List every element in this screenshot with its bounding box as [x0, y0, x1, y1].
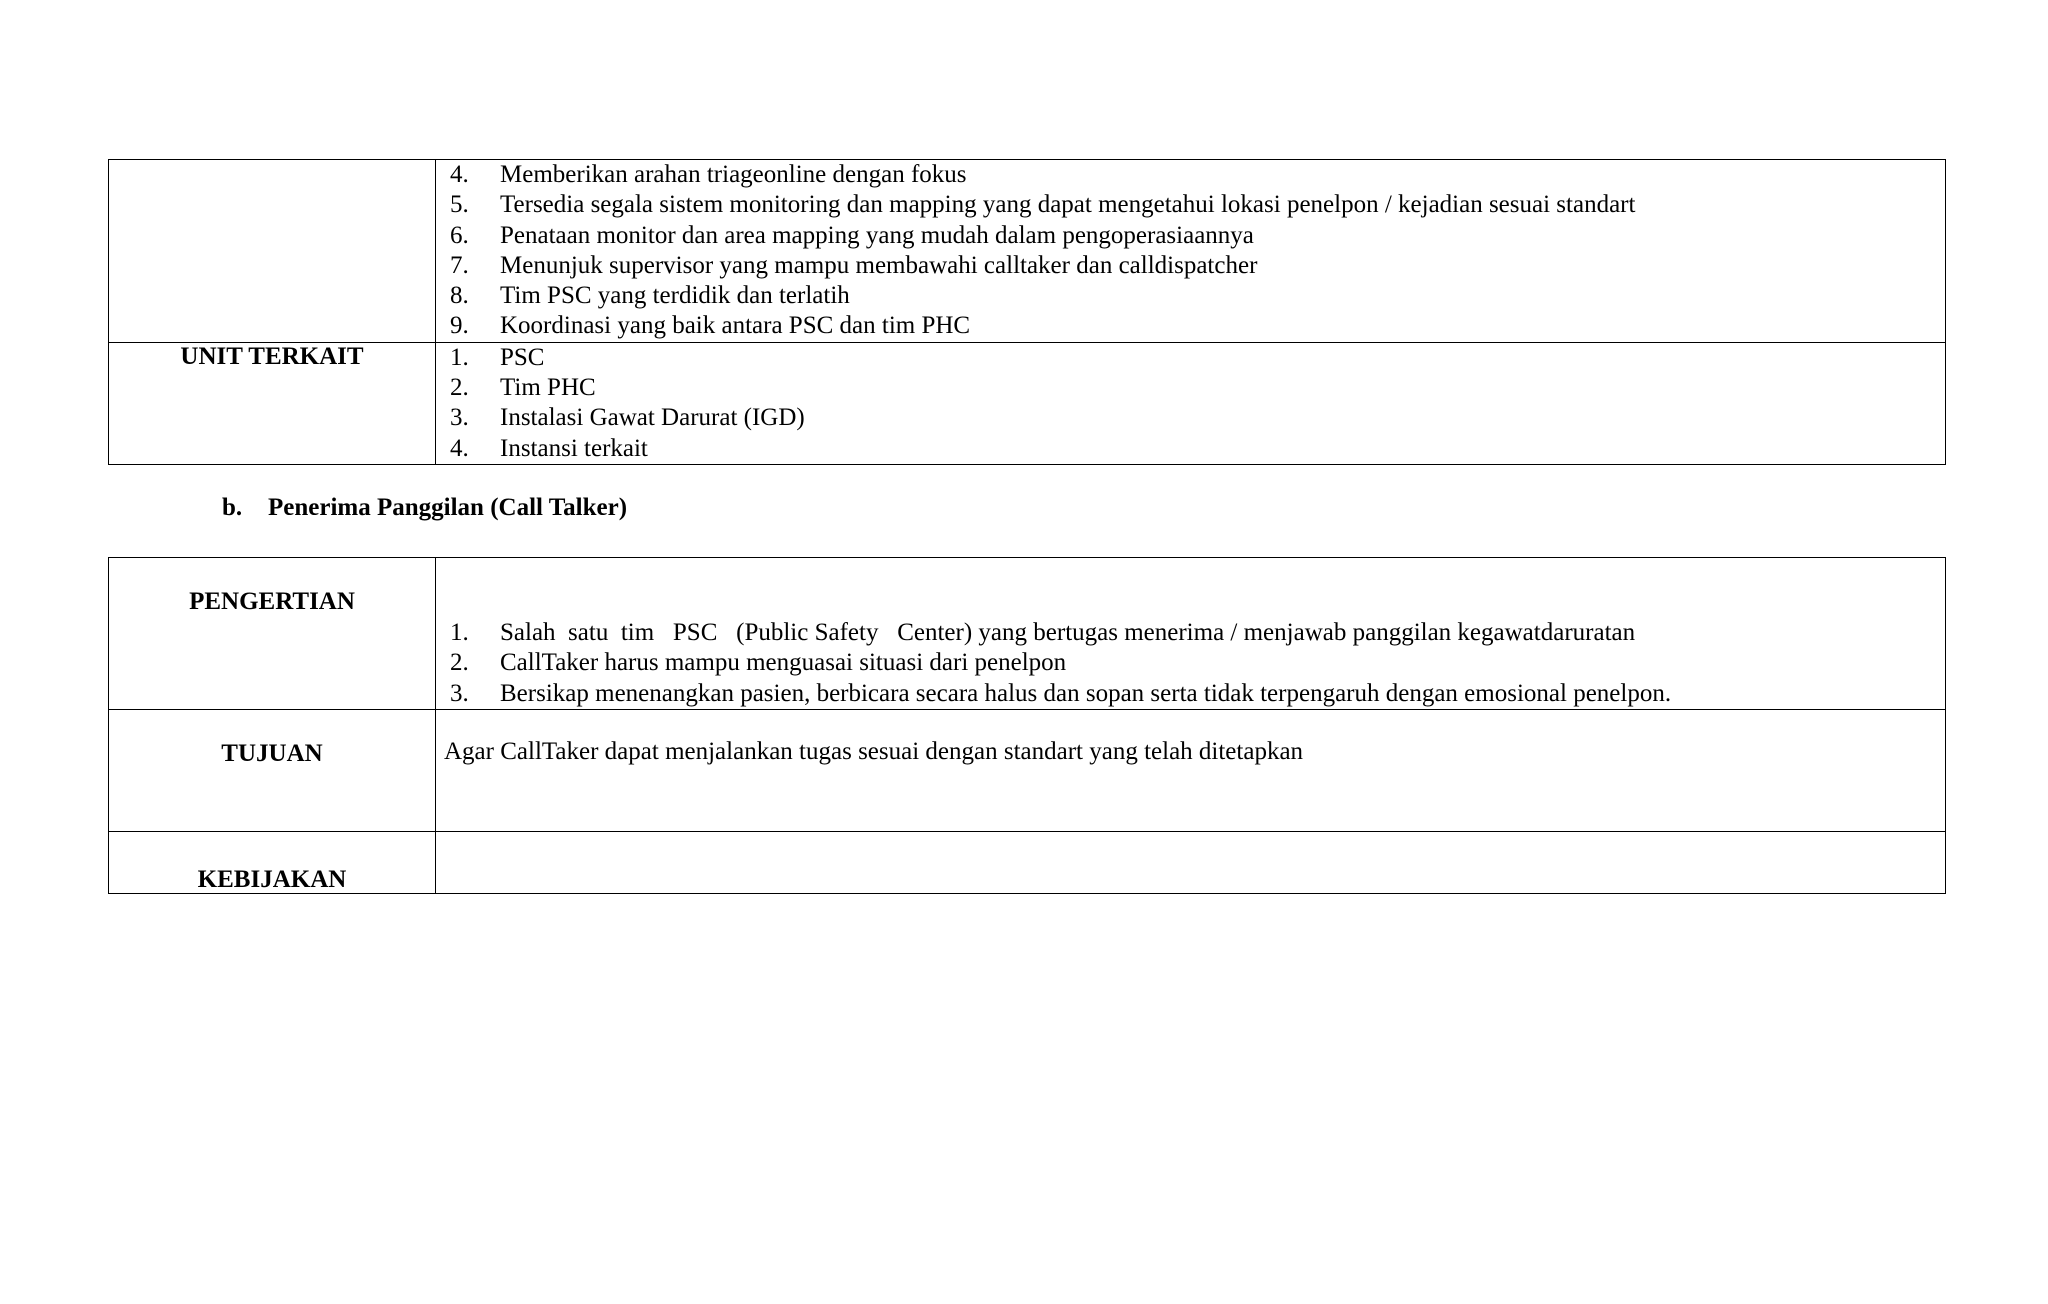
continuation-list [436, 160, 1945, 342]
pengertian-content-cell [436, 558, 1946, 710]
list-item: 4. Instansi terkait [450, 434, 648, 462]
unit-terkait-content-cell [436, 342, 1946, 464]
list-item: 7. Menunjuk supervisor yang mampu membawahi calltaker dan calldispatcher [450, 251, 1258, 279]
list-item: 5. Tersedia segala sistem monitoring dan mapping yang dapat mengetahui lokasi penelpon / kejadian sesuai standart [450, 191, 1636, 219]
kebijakan-label: KEBIJAKAN [109, 832, 436, 894]
list-item: 1. PSC [450, 343, 545, 371]
table-row-kebijakan [109, 832, 1946, 894]
list-item: 6. Penataan monitor dan area mapping yang mudah dalam pengoperasiaannya [450, 221, 1254, 249]
section-marker: b. [222, 494, 243, 521]
kebijakan-content-cell [436, 832, 1946, 894]
sop-table-continued [108, 159, 1946, 465]
tujuan-label: TUJUAN [109, 710, 436, 832]
list-item: 8. Tim PSC yang terdidik dan terlatih [450, 282, 850, 310]
list-item: 1. Salah satu tim PSC (Public Safety Center) yang bertugas menerima / menjawab panggilan kegawatdaruratan [450, 619, 1636, 647]
table-row-pengertian [109, 558, 1946, 710]
list-item: 3. Instalasi Gawat Darurat (IGD) [450, 404, 805, 432]
empty-label-cell [109, 160, 436, 343]
list-item: 4. Memberikan arahan triageonline dengan fokus [450, 161, 967, 188]
table-row-tujuan [109, 710, 1946, 832]
pengertian-label: PENGERTIAN [109, 558, 436, 710]
list-item: 3. Bersikap menenangkan pasien, berbicara secara halus dan sopan serta tidak terpengaruh dengan emosional penelpon. [450, 679, 1672, 707]
pengertian-list [436, 618, 1945, 709]
table-row-unit-terkait [109, 342, 1946, 464]
unit-terkait-label: UNIT TERKAIT [109, 342, 436, 464]
section-title: Penerima Panggilan (Call Talker) [268, 494, 628, 521]
unit-terkait-list [436, 343, 1945, 464]
sop-table-call-talker [108, 557, 1946, 894]
list-item: 2. CallTaker harus mampu menguasai situasi dari penelpon [450, 649, 1067, 677]
section-heading [222, 494, 627, 522]
list-item: 2. Tim PHC [450, 374, 596, 402]
list-item: 9. Koordinasi yang baik antara PSC dan tim PHC [450, 312, 971, 340]
continuation-content-cell [436, 160, 1946, 343]
table-row-continuation [109, 160, 1946, 343]
tujuan-text: Agar CallTaker dapat menjalankan tugas sesuai dengan standart yang telah ditetapkan [436, 710, 1946, 832]
